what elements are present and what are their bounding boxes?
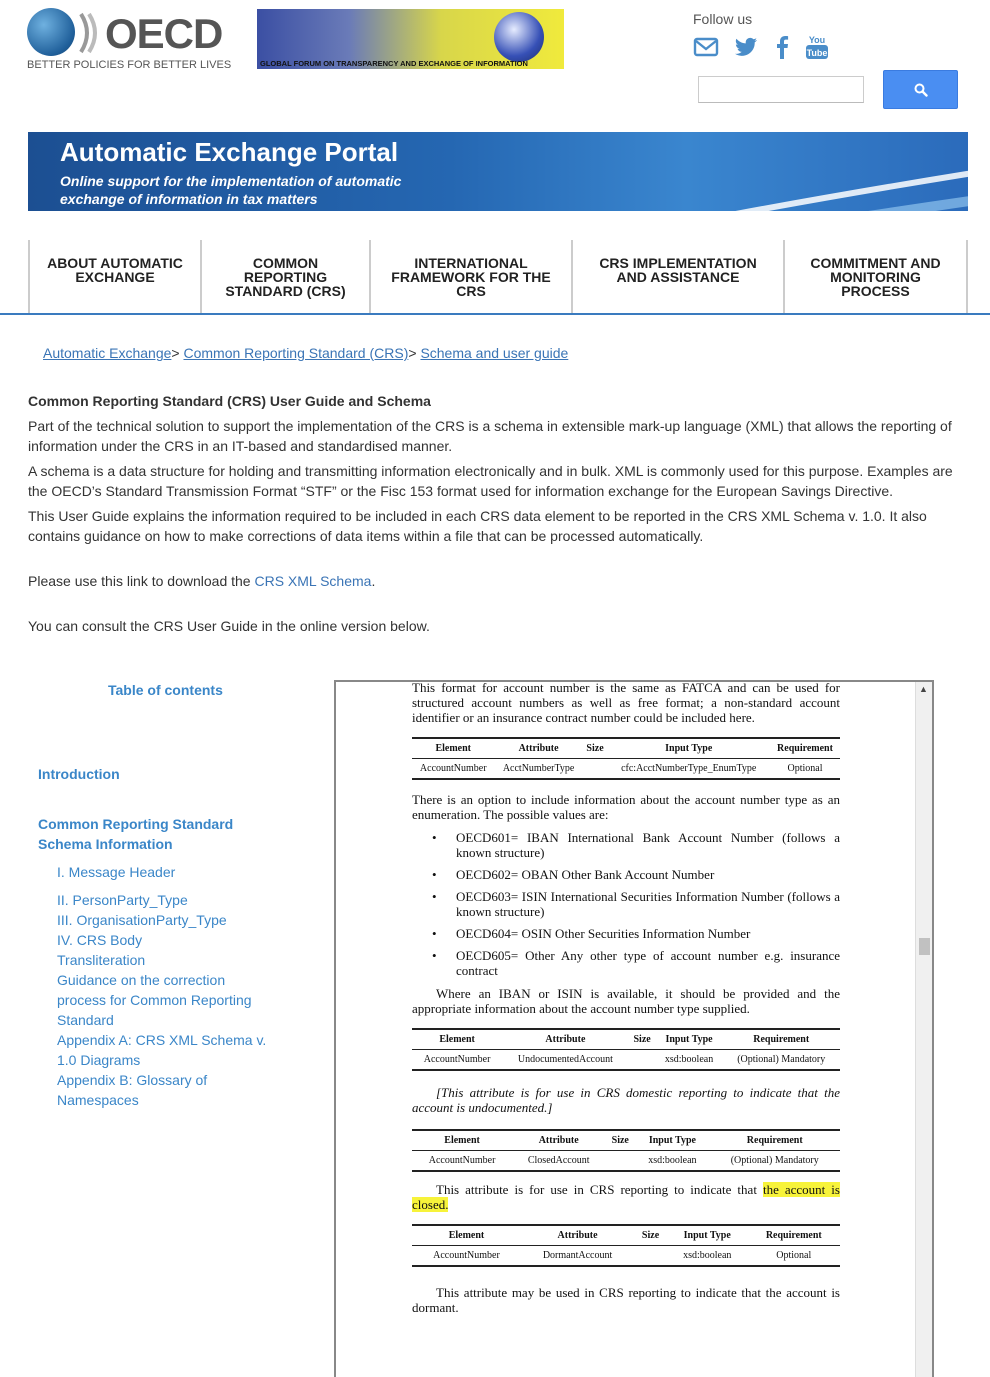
logo-tagline: BETTER POLICIES FOR BETTER LIVES <box>27 59 232 71</box>
crs-xml-schema-link[interactable]: CRS XML Schema <box>254 573 372 589</box>
facebook-icon[interactable] <box>769 34 795 60</box>
breadcrumb-schema-guide[interactable]: Schema and user guide <box>420 345 569 361</box>
table-cell: cfc:AcctNumberType_EnumType <box>607 759 770 780</box>
search-icon <box>914 83 928 97</box>
doc-dormant-paragraph: This attribute may be used in CRS reporting to indicate that the account is dormant. <box>412 1285 840 1315</box>
table-cell: AccountNumber <box>412 1050 502 1071</box>
table-header: Size <box>634 1225 667 1246</box>
page-title: Common Reporting Standard (CRS) User Guide and Schema <box>28 393 431 409</box>
paragraph-schema: A schema is a data structure for holding and transmitting information electronically and in bulk. XML is commonly used for this purpose. Examples are the OECD’s Standard Transmission Format “STF” or the Fisc 153 format used for information exchange for the European Savings Directive. <box>28 463 953 499</box>
youtube-icon[interactable] <box>805 34 829 60</box>
document-viewer[interactable] <box>334 680 934 1377</box>
nav-commitment-monitoring[interactable]: COMMITMENT AND MONITORING PROCESS <box>783 240 968 313</box>
doc-enum-intro: There is an option to include information about the account number type as an enumeration. The possible values are: <box>412 792 840 822</box>
list-item: • OECD605= Other Any other type of account number e.g. insurance contract <box>432 948 840 978</box>
toc-item[interactable]: II. PersonParty_Type <box>57 892 188 908</box>
mail-icon[interactable] <box>693 34 719 60</box>
toc-item[interactable]: Appendix B: Glossary of Namespaces <box>57 1072 208 1108</box>
toc-crs-schema-info[interactable]: Common Reporting Standard Schema Information <box>38 816 234 852</box>
table-cell: (Optional) Mandatory <box>709 1151 840 1172</box>
toc-item[interactable]: IV. CRS Body <box>57 932 143 948</box>
doc-table-undocumented <box>412 1028 840 1071</box>
doc-closed-paragraph <box>412 1182 840 1212</box>
table-header: Attribute <box>512 1130 605 1151</box>
toc-item[interactable]: III. OrganisationParty_Type <box>57 912 227 928</box>
table-header: Input Type <box>667 1225 748 1246</box>
nav-about-automatic-exchange[interactable]: ABOUT AUTOMATIC EXCHANGE <box>28 240 200 313</box>
table-cell: UndocumentedAccount <box>502 1050 628 1071</box>
logo-text: OECD <box>105 10 223 57</box>
document-page <box>412 682 840 1315</box>
table-cell: ClosedAccount <box>512 1151 605 1172</box>
table-cell: xsd:boolean <box>635 1151 709 1172</box>
table-cell <box>634 1246 667 1267</box>
oecd-logo[interactable] <box>27 8 232 74</box>
doc-table-closed <box>412 1129 840 1172</box>
table-header: Attribute <box>495 738 583 759</box>
toc-title: Table of contents <box>108 682 223 698</box>
table-cell: Optional <box>770 759 840 780</box>
table-row <box>412 1246 840 1267</box>
swoosh-icon <box>77 12 101 54</box>
svg-text:You: You <box>808 35 826 45</box>
table-cell: AccountNumber <box>412 1151 512 1172</box>
table-header: Input Type <box>656 1029 723 1050</box>
nav-divider <box>0 313 990 315</box>
doc-enum-list <box>432 830 840 978</box>
paragraph-intro: Part of the technical solution to support the implementation of the CRS is a schema in extensible mark-up language (XML) that allows the reporting of information under the CRS in an IT-based and standardised manner. <box>28 418 952 454</box>
table-header: Attribute <box>502 1029 628 1050</box>
table-header: Requirement <box>770 738 840 759</box>
global-forum-globe-icon <box>494 12 544 62</box>
list-item: • OECD602= OBAN Other Bank Account Number <box>432 867 840 882</box>
breadcrumb-separator: > <box>171 345 180 361</box>
viewer-scrollbar[interactable] <box>915 682 932 1377</box>
portal-title: Automatic Exchange Portal <box>60 137 399 167</box>
table-header: Attribute <box>521 1225 634 1246</box>
toc-item[interactable]: Transliteration <box>57 952 146 968</box>
portal-banner <box>28 132 968 211</box>
table-header: Size <box>629 1029 656 1050</box>
highlighted-text: the account is closed. <box>412 1182 840 1212</box>
breadcrumb-crs[interactable]: Common Reporting Standard (CRS) <box>183 345 409 361</box>
portal-subtitle: Online support for the implementation of automatic exchange of information in tax matters <box>60 173 402 207</box>
table-row <box>412 1050 840 1071</box>
table-cell <box>629 1050 656 1071</box>
breadcrumb-separator: > <box>408 345 417 361</box>
toc-introduction[interactable]: Introduction <box>38 766 120 782</box>
nav-common-reporting-standard[interactable]: COMMON REPORTING STANDARD (CRS) <box>200 240 369 313</box>
table-cell <box>583 759 608 780</box>
table-header: Size <box>583 738 608 759</box>
main-nav <box>28 240 968 313</box>
list-item: • OECD601= IBAN International Bank Account Number (follows a known structure) <box>432 830 840 860</box>
table-header: Element <box>412 1029 502 1050</box>
search-button[interactable] <box>883 70 958 109</box>
table-cell <box>605 1151 635 1172</box>
toc-item[interactable]: Appendix A: CRS XML Schema v. 1.0 Diagrams <box>57 1032 267 1068</box>
list-item: • OECD603= ISIN International Securities Information Number (follows a known structure) <box>432 889 840 919</box>
table-cell: xsd:boolean <box>656 1050 723 1071</box>
table-row <box>412 759 840 780</box>
table-cell: AcctNumberType <box>495 759 583 780</box>
doc-undocumented-paragraph: [This attribute is for use in CRS domestic reporting to indicate that the account is undocumented.] <box>412 1085 840 1115</box>
scroll-thumb[interactable] <box>919 938 930 955</box>
table-header: Requirement <box>722 1029 840 1050</box>
paragraph-download <box>28 571 963 591</box>
table-cell: DormantAccount <box>521 1246 634 1267</box>
list-item: • OECD604= OSIN Other Securities Information Number <box>432 926 840 941</box>
table-header: Element <box>412 738 495 759</box>
table-header: Element <box>412 1130 512 1151</box>
paragraph-user-guide: This User Guide explains the information required to be included in each CRS data element to be reported in the CRS XML Schema v. 1.0. It also contains guidance on how to make corrections of data items within a file that can be processed automatically. <box>28 508 927 544</box>
table-cell: Optional <box>748 1246 840 1267</box>
table-cell: xsd:boolean <box>667 1246 748 1267</box>
table-header: Size <box>605 1130 635 1151</box>
closed-text: This attribute is for use in CRS reporting to indicate that <box>436 1182 763 1197</box>
doc-table-dormant <box>412 1224 840 1267</box>
search-input[interactable] <box>698 76 864 103</box>
breadcrumb-automatic-exchange[interactable]: Automatic Exchange <box>43 345 172 361</box>
download-text: Please use this link to download the <box>28 573 255 589</box>
toc-list <box>57 862 277 1110</box>
globe-icon <box>27 8 75 56</box>
svg-text:Tube: Tube <box>806 48 828 58</box>
doc-intro-paragraph: This format for account number is the same as FATCA and can be used for structured account numbers as well as free format; a non-standard account identifier or an insurance contract number could be included here. <box>412 680 840 725</box>
global-forum-text: GLOBAL FORUM ON TRANSPARENCY AND EXCHANGE OF INFORMATION <box>260 59 528 68</box>
table-header: Input Type <box>607 738 770 759</box>
table-header: Input Type <box>635 1130 709 1151</box>
paragraph-consult: You can consult the CRS User Guide in the online version below. <box>28 618 430 634</box>
global-forum-banner[interactable] <box>257 9 564 69</box>
main-content <box>28 391 963 641</box>
doc-table-acctnumbertype <box>412 737 840 780</box>
toc-item[interactable]: I. Message Header <box>57 864 176 880</box>
nav-crs-implementation[interactable]: CRS IMPLEMENTATION AND ASSISTANCE <box>571 240 783 313</box>
scroll-up-arrow-icon[interactable]: ▲ <box>919 684 928 694</box>
table-header: Element <box>412 1225 521 1246</box>
banner-swirl-graphic <box>408 132 968 211</box>
table-cell: AccountNumber <box>412 759 495 780</box>
nav-international-framework[interactable]: INTERNATIONAL FRAMEWORK FOR THE CRS <box>369 240 571 313</box>
table-header: Requirement <box>709 1130 840 1151</box>
toc-item[interactable]: Guidance on the correction process for Common Reporting Standard <box>57 972 252 1028</box>
table-row <box>412 1151 840 1172</box>
twitter-icon[interactable] <box>733 34 759 60</box>
download-suffix: . <box>371 573 376 589</box>
table-header: Requirement <box>748 1225 840 1246</box>
table-cell: (Optional) Mandatory <box>722 1050 840 1071</box>
table-cell: AccountNumber <box>412 1246 521 1267</box>
doc-iban-paragraph: Where an IBAN or ISIN is available, it should be provided and the appropriate information about the account number type supplied. <box>412 986 840 1016</box>
follow-us-label: Follow us <box>693 11 753 27</box>
breadcrumb <box>43 345 568 361</box>
